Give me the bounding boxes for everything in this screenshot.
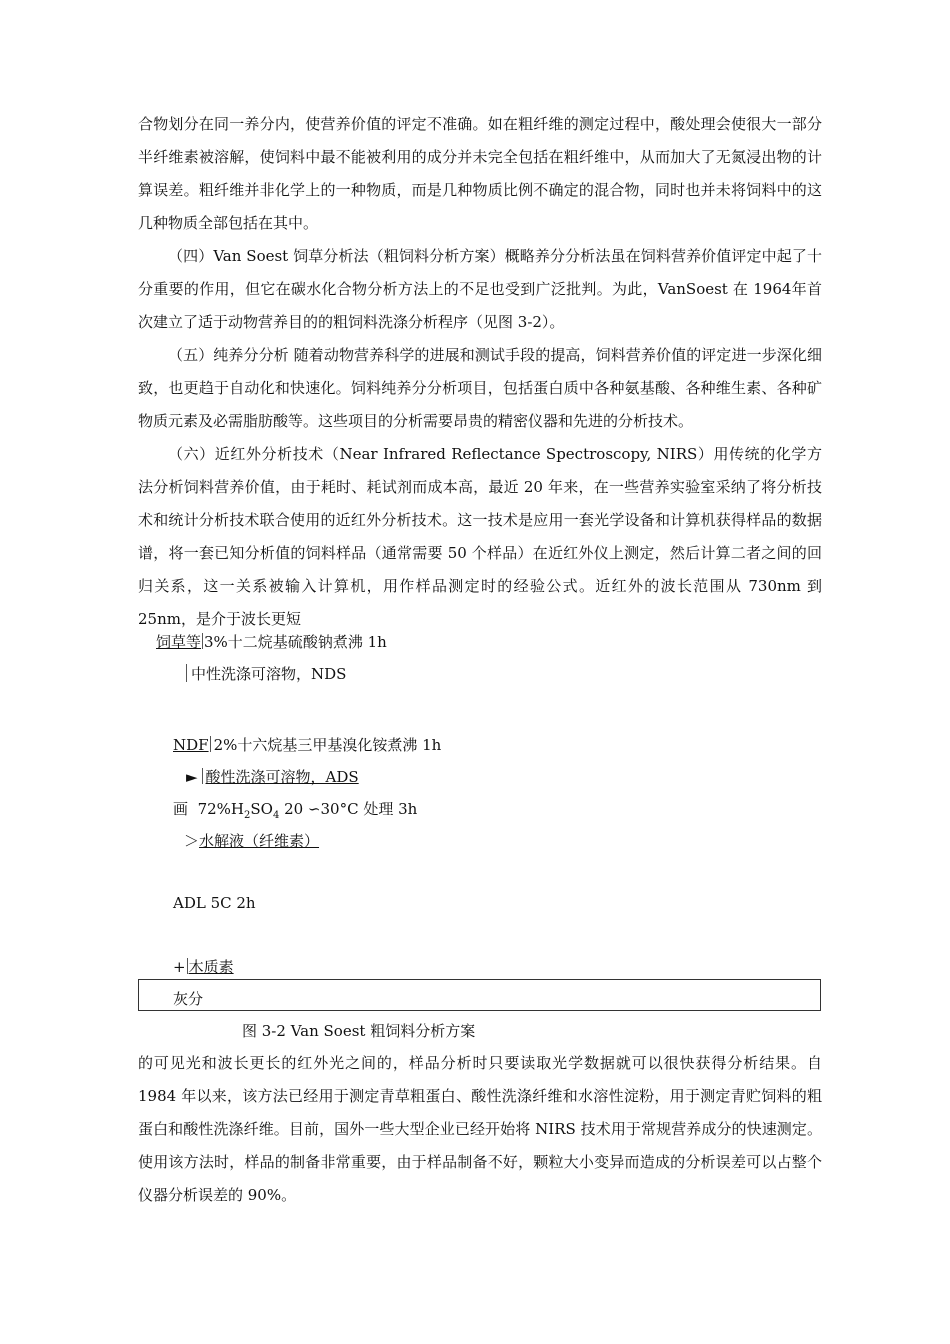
flow-connector-nds (186, 664, 187, 682)
flow-step3-pre: 72%H (197, 800, 244, 818)
paragraph-continuation: 合物划分在同一养分内，使营养价值的评定不准确。如在粗纤维的测定过程中，酸处理会使很大一部分半纤维素被溶解，使饲料中最不能被利用的成分并未完全包括在粗纤维中，从而加大了无氮浸出物的计算误差。粗纤维并非化学上的一种物质，而是几种物质比例不确定的混合物，同时也并未将饲料中的这几种物质全部包括在其中。 (138, 115, 822, 232)
body-text-top (138, 108, 822, 636)
flow-ash: 灰分 (173, 990, 204, 1008)
flow-hua: 画 (173, 800, 189, 818)
arrow-greater-icon: ＞ (184, 832, 200, 850)
flow-divider (202, 633, 203, 649)
flow-row-lignin (173, 957, 234, 977)
flow-divider (187, 958, 188, 974)
figure-caption: 图 3-2 Van Soest 粗饲料分析方案 (242, 1022, 476, 1040)
paragraph-after-figure: 的可见光和波长更长的红外光之间的，样品分析时只要读取光学数据就可以很快获得分析结果。自 1984 年以来，该方法已经用于测定青草粗蛋白、酸性洗涤纤维和水溶性淀粉，用于测定青贮饲料的粗蛋白和酸性洗涤纤维。目前，国外一些大型企业已经开始将 NIRS 技术用于常规营养成分的快速测定。使用该方法时，样品的制备非常重要，由于样品制备不好，颗粒大小变异而造成的分析误差可以占整个仪器分析误差的 90%。 (138, 1054, 822, 1204)
flow-row-forage (156, 632, 387, 652)
flow-divider (210, 736, 211, 752)
flow-ash-box (138, 979, 821, 1011)
paragraph-van-soest: （四）Van Soest 饲草分析法（粗饲料分析方案）概略养分分析法虽在饲料营养价值评定中起了十分重要的作用，但它在碳水化合物分析方法上的不足也受到广泛批判。为此，VanSoest 在 1964年首次建立了适于动物营养目的的粗饲料洗涤分析程序（见图 3-2）。 (138, 247, 822, 331)
flow-hydrolysate: 水解液（纤维素） (199, 832, 320, 850)
flow-row-hydrolysate (184, 831, 319, 851)
flow-adl: ADL 5C 2h (173, 894, 256, 912)
flow-forage-label: 饲草等 (156, 633, 202, 651)
flow-plus: + (173, 958, 186, 976)
flow-row-ads (186, 767, 359, 787)
paragraph-nirs: （六）近红外分析技术（Near Infrared Reflectance Spectroscopy, NIRS）用传统的化学方法分析饲料营养价值，由于耗时、耗试剂而成本高，最近 20 年来，在一些营养实验室采纳了将分析技术和统计分析技术联合使用的近红外分析技术。这一技术是应用一套光学设备和计算机获得样品的数据谱，将一套已知分析值的饲料样品（通常需要 50 个样品）在近红外仪上测定，然后计算二者之间的回归关系，这一关系被输入计算机，用作样品测定时的经验公式。近红外的波长范围从 730nm 到 25nm，是介于波长更短 (138, 445, 822, 628)
flow-divider (202, 768, 203, 784)
arrow-right-icon: ► (186, 768, 198, 786)
paragraph-pure-nutrient: （五）纯养分分析 随着动物营养科学的进展和测试手段的提高，饲料营养价值的评定进一步深化细致，也更趋于自动化和快速化。饲料纯养分分析项目，包括蛋白质中各种氨基酸、各种维生素、各种矿物质元素及必需脂肪酸等。这些项目的分析需要昂贵的精密仪器和先进的分析技术。 (138, 346, 822, 430)
flow-ads: 酸性洗涤可溶物，ADS (205, 768, 359, 786)
flow-step3-post: 20 ∽30°C 处理 3h (279, 800, 418, 818)
flow-step3-sub2: 4 (272, 810, 280, 821)
flow-step3-mid: SO (250, 800, 273, 818)
flow-nds: 中性洗涤可溶物，NDS (191, 665, 347, 683)
flow-row-step3 (173, 799, 417, 826)
flow-lignin: 木质素 (188, 958, 234, 976)
flow-step3-sub1: 2 (243, 810, 251, 821)
flow-ndf-label: NDF (173, 736, 209, 754)
body-text-bottom (138, 1047, 822, 1212)
flow-step1: 3%十二烷基硫酸钠煮沸 1h (204, 633, 387, 651)
flow-step2: 2%十六烷基三甲基溴化铵煮沸 1h (213, 736, 442, 754)
flow-row-ndf (173, 735, 441, 755)
